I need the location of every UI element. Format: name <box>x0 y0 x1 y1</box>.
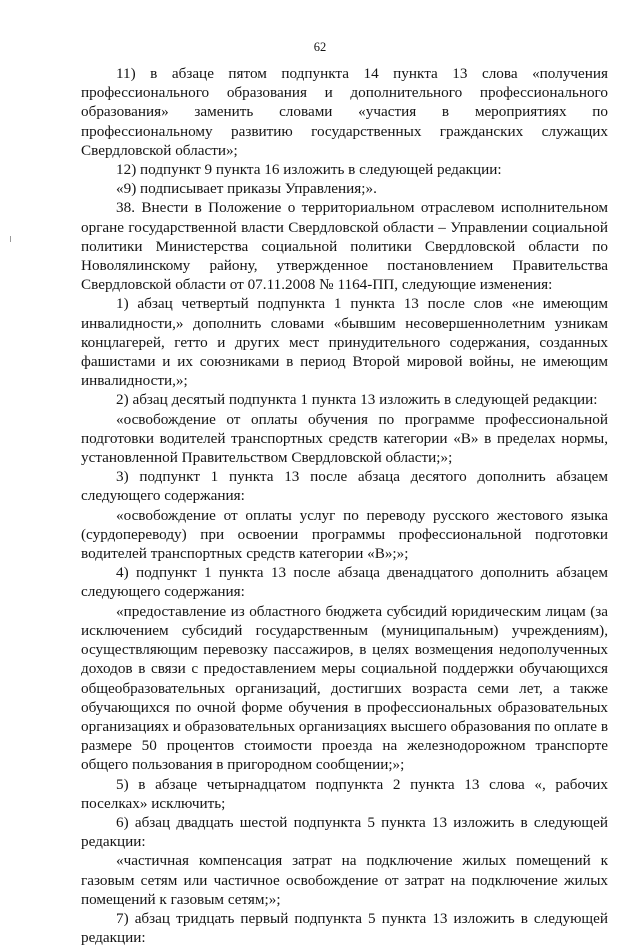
paragraph-38: 38. Внести в Положение о территориальном отраслевом исполнительном органе государственной власти Свердловской области – Управлении социальной политики Министерства социальной политики Свердловской области по Новолялинскому району, утвержденное постановлением Правительства Свердловской области от 07.11.2008 № 1164-ПП, следующие изменения: <box>81 199 608 294</box>
item-3-quote: «освобождение от оплаты услуг по переводу русского жестового языка (сурдопереводу) при освоении программы профессиональной подготовки водителей транспортных средств категории «В»;»; <box>81 506 608 563</box>
item-3: 3) подпункт 1 пункта 13 после абзаца десятого дополнить абзацем следующего содержания: <box>81 468 608 505</box>
item-6-quote: «частичная компенсация затрат на подключение жилых помещений к газовым сетям или частичное освобождение от затрат на подключение жилых помещений к газовым сетям;»; <box>81 852 608 908</box>
scan-mark <box>10 236 11 242</box>
item-4-quote: «предоставление из областного бюджета субсидий юридическим лицам (за исключением субсидий государственным (муниципальным) учреждениям), осуществляющим перевозку пассажиров, в целях возмещения недополученных доходов в связи с предоставлением меры социальной поддержки обучающихся общеобразовательных организаций, достигших возраста семи лет, а также обучающихся по очной форме обучения в профессиональных образовательных организациях и образовательных организациях высшего образования по оплате в размере 50 процентов стоимости проезда на железнодорожном транспорте общего пользования в пригородном сообщении;»; <box>81 602 608 774</box>
document-body <box>81 64 608 947</box>
item-6: 6) абзац двадцать шестой подпункта 5 пункта 13 изложить в следующей редакции: <box>81 813 608 851</box>
item-1: 1) абзац четвертый подпункта 1 пункта 13 после слов «не имеющим инвалидности,» дополнить словами «бывшим несовершеннолетним узникам концлагерей, гетто и других мест принудительного содержания, созданных фашистами и их союзниками в период Второй мировой войны, не имеющим инвалидности,»; <box>81 295 608 390</box>
item-4: 4) подпункт 1 пункта 13 после абзаца двенадцатого дополнить абзацем следующего содержания: <box>81 564 608 601</box>
item-5: 5) в абзаце четырнадцатом подпункта 2 пункта 13 слова «, рабочих поселках» исключить; <box>81 775 608 812</box>
item-7: 7) абзац тридцать первый подпункта 5 пункта 13 изложить в следующей редакции: <box>81 909 608 947</box>
page-number: 62 <box>313 40 327 54</box>
item-2: 2) абзац десятый подпункта 1 пункта 13 изложить в следующей редакции: <box>116 391 598 409</box>
paragraph-11: 11) в абзаце пятом подпункта 14 пункта 13 слова «получения профессионального образования и дополнительного профессионального образования» заменить словами «участия в мероприятиях по профессиональному развитию государственных гражданских служащих Свердловской области»; <box>81 65 608 159</box>
item-2-quote: «освобождение от оплаты обучения по программе профессиональной подготовки водителей транспортных средств категории «В» в пределах нормы, установленной Правительством Свердловской области;»; <box>81 410 608 467</box>
paragraph-quote-9: «9) подписывает приказы Управления;». <box>116 180 377 198</box>
paragraph-12: 12) подпункт 9 пункта 16 изложить в следующей редакции: <box>116 161 502 179</box>
